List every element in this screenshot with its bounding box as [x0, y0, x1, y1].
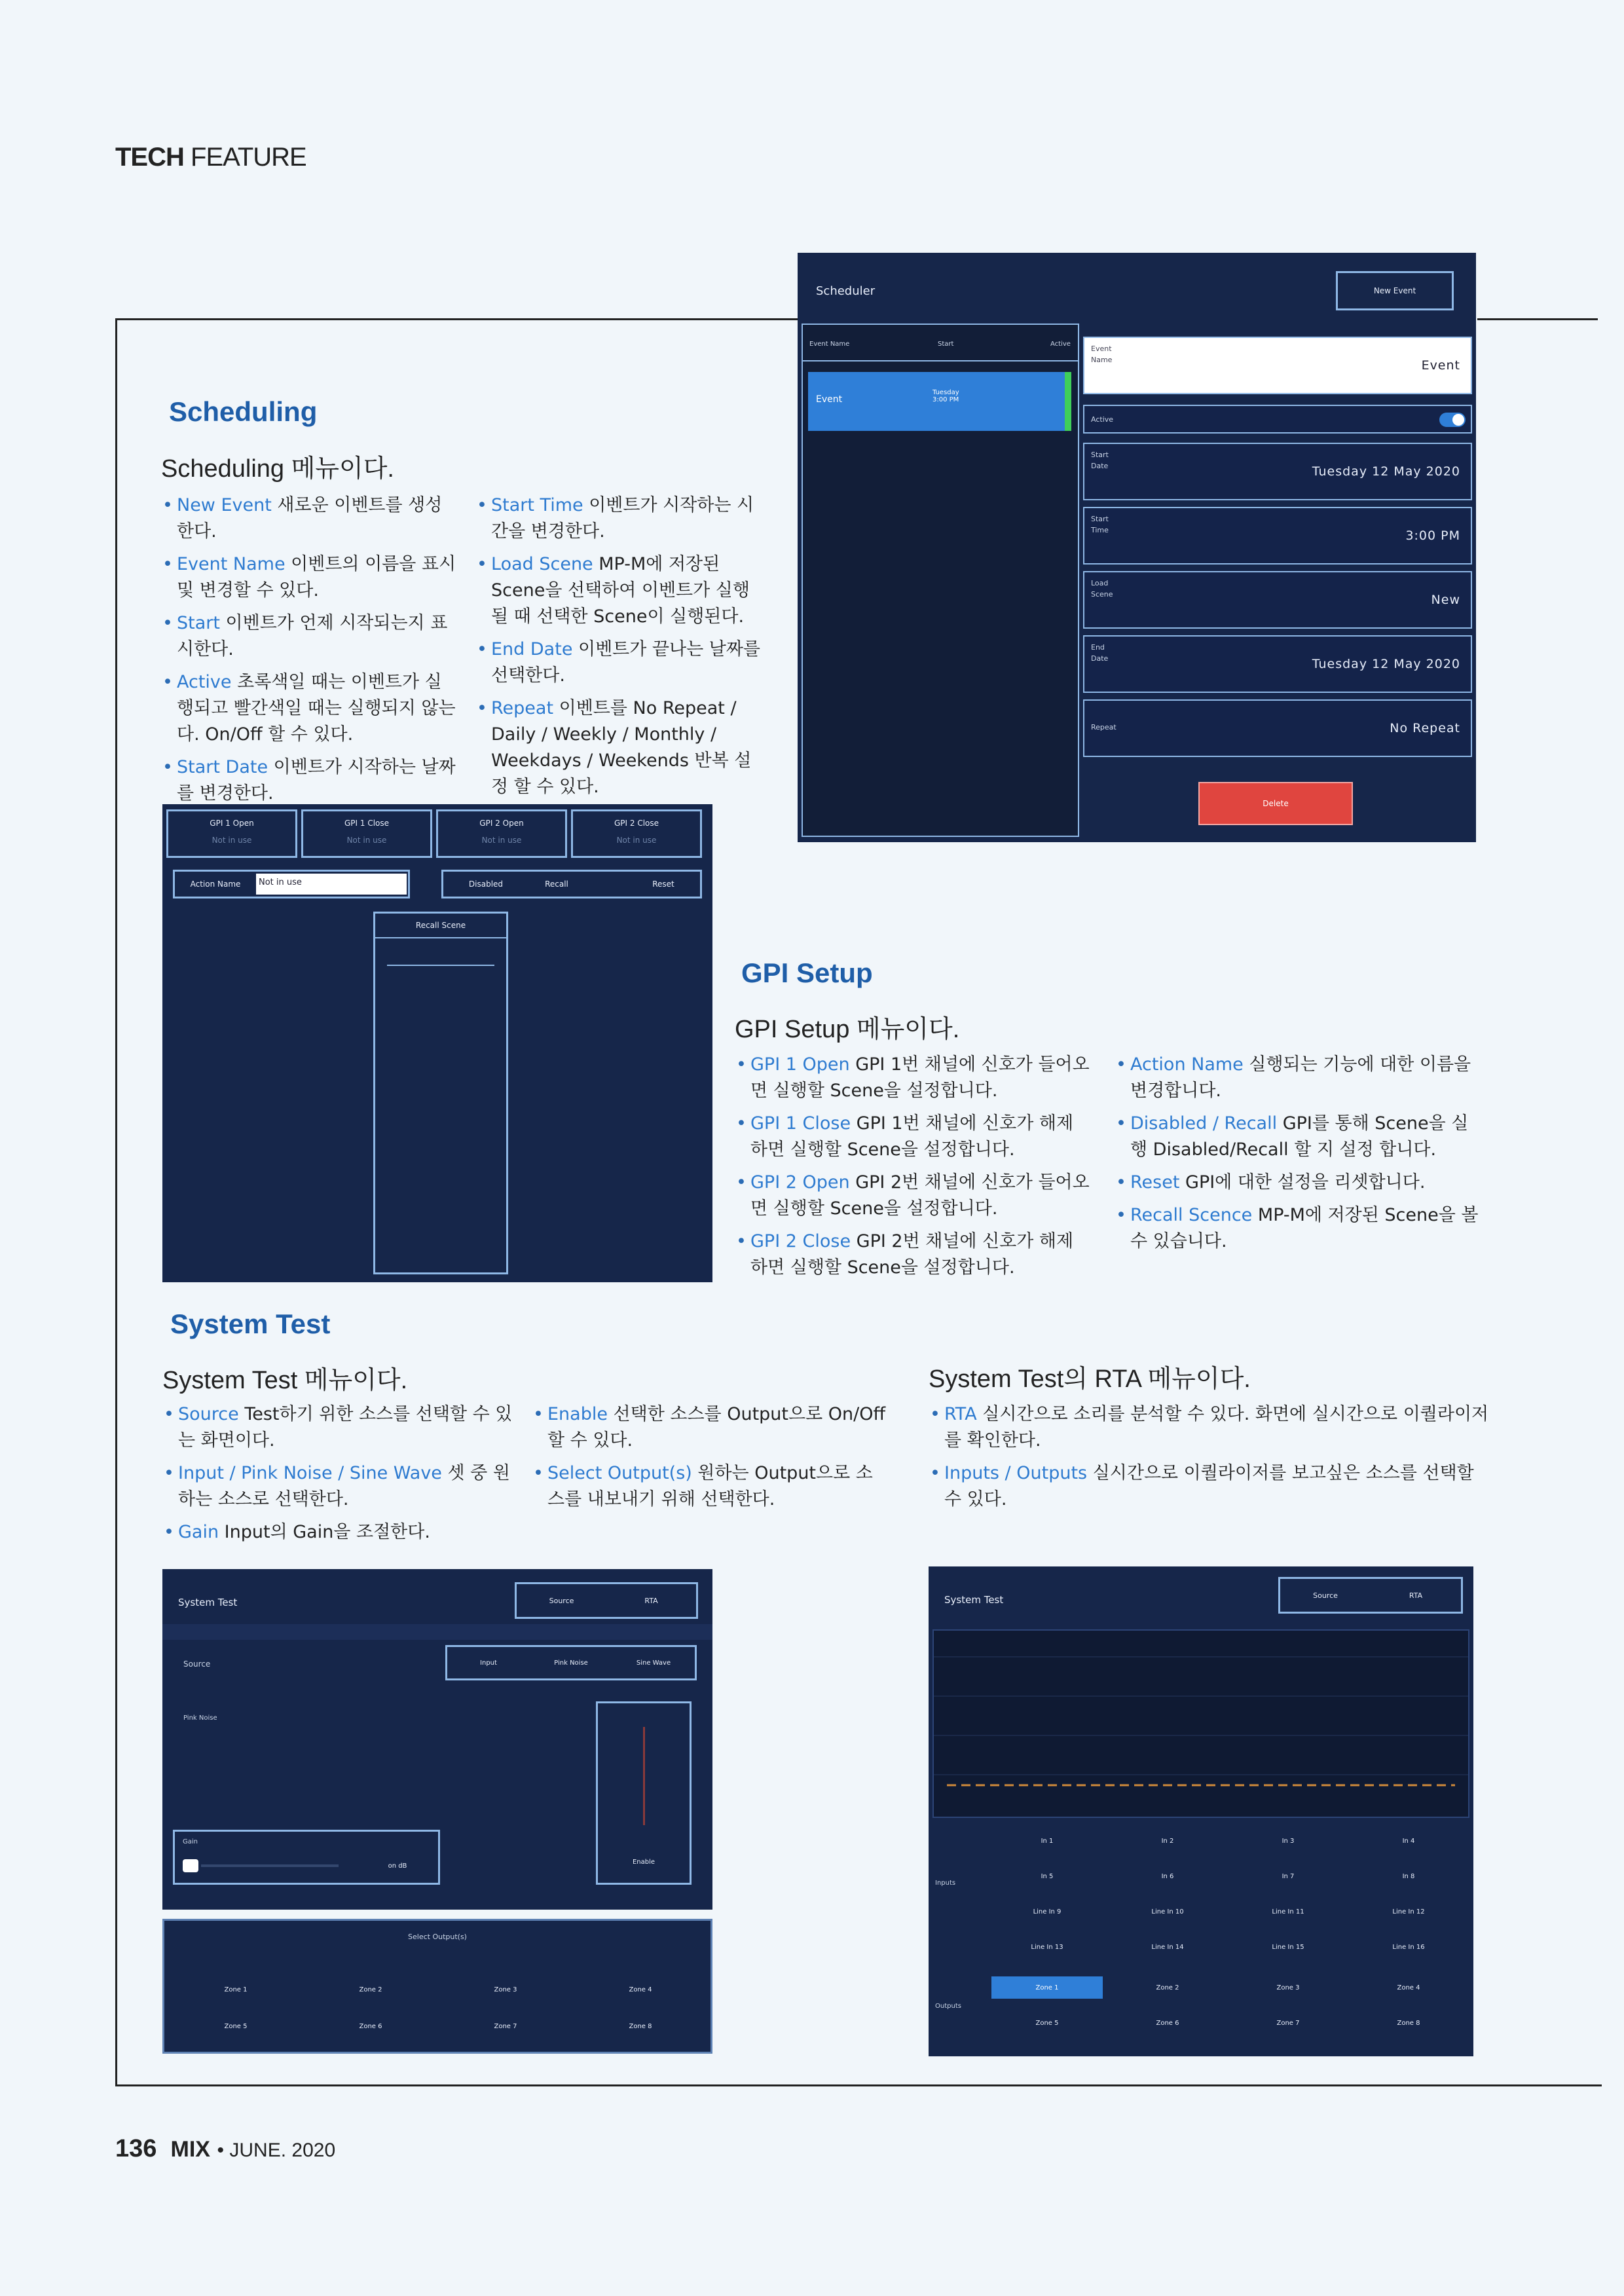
list-item [1116, 1111, 1483, 1163]
magazine-logo: MIX [170, 2137, 210, 2162]
item-keyword: Enable [547, 1404, 608, 1424]
input-channel-button[interactable]: In 7 [1282, 1872, 1295, 1880]
source-pink-noise[interactable]: Pink Noise [554, 1659, 588, 1667]
item-text: 원하는 Output으로 소스를 내보내기 위해 선택한다. [547, 1463, 873, 1509]
output-zone-button[interactable]: Zone 7 [1276, 2019, 1300, 2027]
start-time-field[interactable]: Start Time 3:00 PM [1083, 507, 1472, 565]
recall-scene-panel [373, 912, 508, 1274]
item-text: 초록색일 때는 이벤트가 실행되고 빨간색일 때는 실행되지 않는다. On/Off 할 수 있다. [177, 672, 456, 745]
list-item [930, 1401, 1493, 1454]
input-channel-button[interactable]: In 4 [1402, 1837, 1415, 1845]
select-outputs-panel [162, 1919, 712, 2054]
source-input[interactable]: Input [480, 1659, 497, 1667]
list-header-divider [803, 360, 1078, 361]
active-indicator [1065, 372, 1071, 431]
item-keyword: Load Scene [491, 554, 593, 574]
list-item [162, 610, 457, 663]
reset-button[interactable]: Reset [652, 880, 674, 889]
item-text: MP-M에 저장된 Scene을 볼 수 있습니다. [1130, 1205, 1479, 1251]
source-selector [445, 1645, 697, 1680]
scheduling-list-left [162, 492, 457, 813]
tab-rta[interactable]: RTA [644, 1596, 658, 1605]
item-text: GPI를 통해 Scene을 실행 Disabled/Recall 할 지 설정 합니다. [1130, 1113, 1469, 1160]
item-text: 이벤트가 끝나는 날짜를 선택한다. [491, 639, 761, 686]
inputs-label: Inputs [935, 1879, 956, 1887]
list-item [736, 1170, 1090, 1222]
input-channel-button[interactable]: Line In 16 [1392, 1943, 1425, 1951]
input-channel-button[interactable]: Line In 11 [1272, 1908, 1304, 1916]
systest-title: System Test [170, 1308, 331, 1339]
list-item [477, 551, 765, 630]
action-name-label: Action Name [190, 880, 241, 889]
rta-analyzer [932, 1629, 1469, 1818]
item-keyword: Reset [1130, 1172, 1180, 1193]
top-rule-left [115, 318, 802, 320]
output-zone-button[interactable]: Zone 3 [1276, 1984, 1300, 1991]
action-name-row [173, 870, 410, 898]
scene-list-line [387, 965, 494, 966]
item-text: 이벤트가 시작하는 시간을 변경한다. [491, 495, 754, 542]
mode-selector [441, 870, 702, 898]
toggle-knob [1452, 414, 1464, 426]
item-keyword: Inputs / Outputs [944, 1463, 1088, 1483]
item-text: 셋 중 원하는 소스로 선택한다. [178, 1463, 510, 1509]
tab-source[interactable]: Source [549, 1596, 574, 1605]
enable-button[interactable]: Enable [632, 1858, 655, 1866]
level-meter [643, 1727, 645, 1825]
item-text: Test하기 위한 소스를 선택할 수 있는 화면이다. [178, 1404, 513, 1451]
item-keyword: GPI 2 Close [750, 1231, 851, 1251]
input-channel-button[interactable]: In 3 [1282, 1837, 1295, 1845]
gain-slider-handle[interactable] [183, 1859, 198, 1872]
list-item [1116, 1202, 1483, 1255]
rta-list [930, 1401, 1493, 1519]
source-rta-tabs [515, 1582, 698, 1619]
mode-recall[interactable]: Recall [545, 880, 568, 889]
item-keyword: Disabled / Recall [1130, 1113, 1278, 1134]
item-keyword: Start Time [491, 495, 583, 515]
header-band [162, 1624, 712, 1640]
repeat-field[interactable]: Repeat No Repeat [1083, 699, 1472, 757]
rta-source-rta-tabs [1278, 1577, 1463, 1614]
item-text: 이벤트가 언제 시작되는지 표시한다. [177, 613, 448, 659]
select-outputs-label: Select Output(s) [408, 1932, 467, 1941]
pink-noise-label: Pink Noise [183, 1714, 217, 1722]
event-list-row[interactable] [808, 372, 1071, 431]
delete-button[interactable]: Delete [1198, 782, 1353, 825]
item-text: 새로운 이벤트를 생성한다. [177, 495, 443, 542]
item-keyword: Active [177, 672, 232, 692]
item-keyword: Recall Scence [1130, 1205, 1253, 1225]
item-keyword: Select Output(s) [547, 1463, 692, 1483]
event-row-name: Event [816, 394, 843, 405]
item-text: 실행되는 기능에 대한 이름을 변경합니다. [1130, 1054, 1471, 1101]
input-channel-button[interactable]: In 8 [1402, 1872, 1415, 1880]
list-item [162, 669, 457, 748]
item-keyword: RTA [944, 1404, 977, 1424]
item-text: 선택한 소스를 Output으로 On/Off 할 수 있다. [547, 1404, 886, 1451]
systest-screen-title: System Test [178, 1597, 238, 1608]
item-keyword: Start Date [177, 757, 268, 777]
list-item [164, 1401, 524, 1454]
load-scene-field[interactable]: Load Scene New [1083, 571, 1472, 629]
item-keyword: Action Name [1130, 1054, 1244, 1075]
rta-graph [934, 1631, 1468, 1817]
list-item [1116, 1170, 1483, 1196]
output-zone-button[interactable]: Zone 6 [359, 2022, 382, 2030]
list-header-event-name: Event Name [809, 341, 850, 348]
item-text: GPI 2번 채널에 신호가 해제하면 실행할 Scene을 설정합니다. [750, 1231, 1074, 1278]
item-text: GPI 2번 채널에 신호가 들어오면 실행할 Scene을 설정합니다. [750, 1172, 1090, 1219]
input-channel-button[interactable]: Line In 15 [1272, 1943, 1304, 1951]
list-header-active: Active [1050, 341, 1071, 348]
output-zone-button[interactable]: Zone 6 [1156, 2019, 1179, 2027]
systest-subtitle: System Test 메뉴이다. [162, 1367, 408, 1394]
list-item [162, 754, 457, 807]
output-zone-button[interactable]: Zone 5 [1035, 2019, 1059, 2027]
input-channel-button[interactable]: In 5 [1041, 1872, 1054, 1880]
item-text: 이벤트의 이름을 표시 및 변경할 수 있다. [177, 554, 456, 601]
list-item [477, 695, 765, 800]
tab-gpi2-close[interactable]: GPI 2 Close Not in use [571, 809, 702, 858]
gpi-screen [162, 804, 712, 1282]
item-text: 이벤트가 시작하는 날짜를 변경한다. [177, 757, 456, 804]
gain-control [173, 1830, 440, 1885]
active-toggle[interactable] [1439, 413, 1466, 427]
item-keyword: GPI 1 Open [750, 1054, 850, 1075]
recall-divider [375, 937, 506, 938]
tab-gpi2-open[interactable]: GPI 2 Open Not in use [436, 809, 567, 858]
event-list-pane [802, 324, 1079, 837]
source-sine-wave[interactable]: Sine Wave [636, 1659, 671, 1667]
new-event-button[interactable]: New Event [1336, 271, 1454, 310]
output-zone-button[interactable]: Zone 8 [629, 2022, 652, 2030]
gpi-title: GPI Setup [741, 957, 873, 988]
systest-list-right [533, 1401, 887, 1519]
recall-scene-label: Recall Scene [415, 921, 466, 930]
item-keyword: Gain [178, 1522, 219, 1542]
list-item [162, 551, 457, 604]
item-keyword: GPI 2 Open [750, 1172, 850, 1193]
action-name-input[interactable]: Not in use [256, 874, 407, 895]
item-keyword: End Date [491, 639, 573, 659]
output-zone-button[interactable]: Zone 2 [1156, 1984, 1179, 1991]
systest-screen [162, 1569, 712, 1910]
item-keyword: New Event [177, 495, 272, 515]
item-text: GPI 1번 채널에 신호가 들어오면 실행할 Scene을 설정합니다. [750, 1054, 1090, 1101]
output-zone-button[interactable]: Zone 5 [224, 2022, 248, 2030]
item-text: GPI 1번 채널에 신호가 해제하면 실행할 Scene을 설정합니다. [750, 1113, 1074, 1160]
scheduling-subtitle: Scheduling 메뉴이다. [161, 455, 394, 483]
gpi-list-left [736, 1052, 1090, 1287]
input-channel-button[interactable]: Line In 13 [1031, 1943, 1063, 1951]
input-channel-button[interactable]: Line In 14 [1151, 1943, 1184, 1951]
output-zone-button[interactable]: Zone 1 [224, 1986, 248, 1993]
item-keyword: Source [178, 1404, 239, 1424]
section-header: TECH FEATURE [115, 143, 306, 172]
end-date-field[interactable]: End Date Tuesday 12 May 2020 [1083, 635, 1472, 693]
mode-disabled[interactable]: Disabled [468, 880, 504, 889]
output-zone-button[interactable]: Zone 7 [494, 2022, 517, 2030]
input-channel-button[interactable]: In 2 [1161, 1837, 1174, 1845]
page-footer: 136 MIX • JUNE. 2020 [115, 2135, 336, 2162]
rta-screen-title: System Test [944, 1594, 1004, 1606]
gpi-subtitle: GPI Setup 메뉴이다. [735, 1016, 960, 1043]
input-channel-button[interactable]: Line In 9 [1033, 1908, 1061, 1916]
output-zone-button[interactable]: Zone 1 [991, 1976, 1103, 1999]
tab-gpi1-close[interactable]: GPI 1 Close Not in use [301, 809, 432, 858]
list-item [736, 1052, 1090, 1104]
rta-subtitle: System Test의 RTA 메뉴이다. [929, 1365, 1251, 1393]
item-text: 이벤트를 No Repeat / Daily / Weekly / Monthly / Weekdays / Weekends 반복 설정 할 수 있다. [491, 698, 752, 797]
input-channel-button[interactable]: Line In 10 [1151, 1908, 1184, 1916]
output-zone-button[interactable]: Zone 8 [1397, 2019, 1420, 2027]
list-item [162, 492, 457, 545]
list-item [164, 1460, 524, 1513]
source-label: Source [183, 1659, 211, 1669]
item-text: GPI에 대한 설정을 리셋합니다. [1179, 1172, 1426, 1193]
event-row-start: Tuesday 3:00 PM [932, 389, 959, 403]
item-keyword: Event Name [177, 554, 286, 574]
list-item [533, 1460, 887, 1513]
output-zone-button[interactable]: Zone 4 [629, 1986, 652, 1993]
issue-date: JUNE. 2020 [229, 2139, 336, 2161]
list-item [533, 1401, 887, 1454]
input-channel-button[interactable]: Line In 12 [1392, 1908, 1425, 1916]
output-zone-button[interactable]: Zone 3 [494, 1986, 517, 1993]
item-text: Input의 Gain을 조절한다. [219, 1522, 430, 1542]
scheduling-list-right [477, 492, 765, 807]
list-item [1116, 1052, 1483, 1104]
item-keyword: Repeat [491, 698, 554, 718]
outputs-label: Outputs [935, 2003, 961, 2010]
item-keyword: GPI 1 Close [750, 1113, 851, 1134]
rta-tab-rta[interactable]: RTA [1409, 1591, 1423, 1600]
item-text: 실시간으로 소리를 분석할 수 있다. 화면에 실시간으로 이퀄라이저를 확인한다. [944, 1404, 1489, 1451]
scheduler-title: Scheduler [816, 284, 876, 298]
input-channel-button[interactable]: In 6 [1161, 1872, 1174, 1880]
gain-value-button[interactable]: on dB [388, 1862, 407, 1870]
rta-screen [929, 1566, 1473, 2056]
gain-label: Gain [183, 1838, 198, 1845]
start-date-field[interactable]: Start Date Tuesday 12 May 2020 [1083, 443, 1472, 500]
active-field[interactable]: Active [1083, 405, 1472, 434]
bottom-rule [115, 2084, 1602, 2086]
list-header-start: Start [938, 341, 954, 348]
list-item [477, 637, 765, 689]
output-zone-button[interactable]: Zone 2 [359, 1986, 382, 1993]
item-keyword: Input / Pink Noise / Sine Wave [178, 1463, 442, 1483]
tab-gpi1-open[interactable]: GPI 1 Open Not in use [166, 809, 297, 858]
list-item [930, 1460, 1493, 1513]
list-item [477, 492, 765, 545]
item-text: MP-M에 저장된 Scene을 선택하여 이벤트가 실행될 때 선택한 Scene이 실행된다. [491, 554, 750, 627]
item-keyword: Start [177, 613, 220, 633]
scheduling-title: Scheduling [169, 396, 318, 427]
output-zone-button[interactable]: Zone 4 [1397, 1984, 1420, 1991]
event-name-field[interactable]: Event Name Event [1083, 337, 1472, 394]
enable-meter [596, 1701, 692, 1885]
list-item [164, 1519, 524, 1546]
input-channel-button[interactable]: In 1 [1041, 1837, 1054, 1845]
gpi-list-right [1116, 1052, 1483, 1261]
item-text: 실시간으로 이퀄라이저를 보고싶은 소스를 선택할 수 있다. [944, 1463, 1474, 1509]
list-item [736, 1229, 1090, 1281]
list-item [736, 1111, 1090, 1163]
page-number: 136 [115, 2135, 157, 2162]
rta-tab-source[interactable]: Source [1313, 1591, 1338, 1600]
scheduler-screen [798, 253, 1476, 842]
top-rule-right [1477, 318, 1598, 320]
gain-slider-track[interactable] [201, 1864, 339, 1867]
left-rule [115, 318, 117, 2086]
systest-list-left [164, 1401, 524, 1552]
